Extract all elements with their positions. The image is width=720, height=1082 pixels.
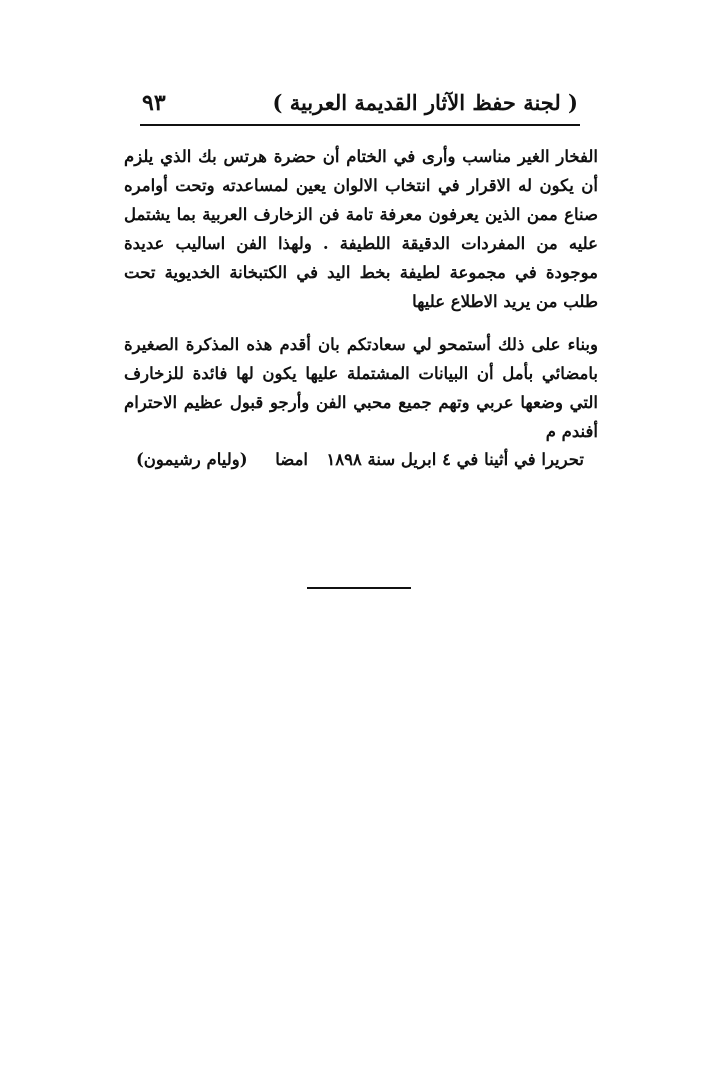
signature-name: (وليام رشيمون) bbox=[136, 450, 248, 469]
page-number: ٩٣ bbox=[142, 90, 166, 116]
signature-date: تحريرا في أثينا في ٤ ابريل سنة ١٨٩٨ bbox=[326, 450, 584, 469]
body-text bbox=[124, 142, 598, 446]
header-rule bbox=[140, 124, 580, 126]
signature-line bbox=[136, 450, 584, 480]
end-rule bbox=[307, 587, 411, 589]
page-header bbox=[128, 88, 578, 128]
running-title: ( لجنة حفظ الآثار القديمة العربية ) bbox=[272, 90, 578, 115]
signature-label: امضا bbox=[275, 450, 308, 469]
paragraph-1: الفخار الغير مناسب وأرى في الختام أن حضرة هرتس بك الذي يلزم أن يكون له الاقرار في انتخاب الالوان يعين لمساعدته وتحت أوامره صناع ممن الذين يعرفون معرفة تامة فن الزخارف العربية بما يشتمل عليه من المفردات الدقيقة اللطيفة . ولهذا الفن اساليب عديدة موجودة في مجموعة لطيفة بخط اليد في الكتبخانة الخديوية تحت طلب من يريد الاطلاع عليها bbox=[124, 147, 598, 311]
paragraph-2: وبناء على ذلك أستمحو لي سعادتكم بان أقدم هذه المذكرة الصغيرة بامضائي بأمل أن البيانات المشتملة عليها يكون لها فائدة للزخارف التي وضعها عربي وتهم جميع محبي الفن وأرجو قبول عظيم الاحترام أفندم م bbox=[124, 335, 598, 441]
